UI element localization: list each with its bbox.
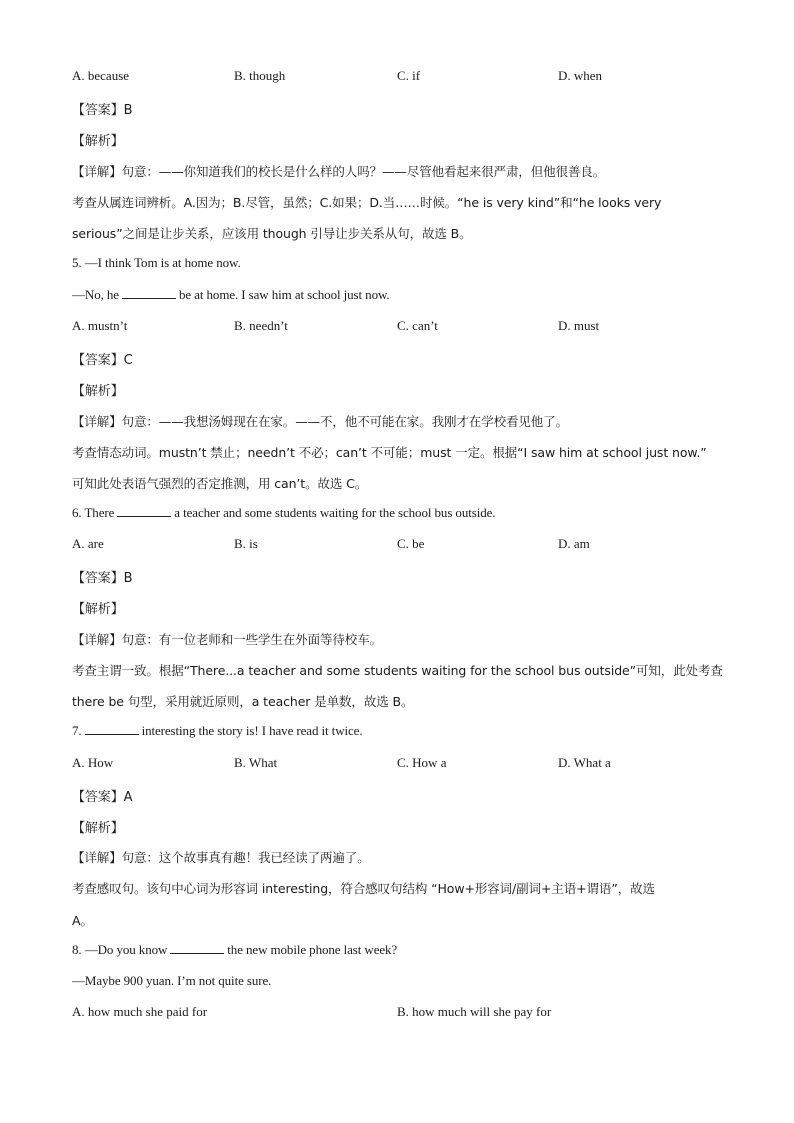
q5-stem: 5. —I think Tom is at home now.: [72, 255, 241, 270]
q6-option-d: D. am: [558, 536, 590, 551]
q4-explanation-line1: 考查从属连词辨析。A.因为；B.尽管，虽然；C.如果；D.当……时候。“he is very kind”和“he looks very: [72, 195, 662, 210]
q6-option-a: A. are: [72, 536, 104, 551]
q7-option-a: A. How: [72, 755, 114, 770]
q8-stem-part2: the new mobile phone last week?: [227, 942, 398, 957]
q8-option-b: B. how much will she pay for: [397, 1004, 552, 1019]
q6-analysis-heading: 【解析】: [72, 602, 124, 617]
q6-detail: 【详解】句意：有一位老师和一些学生在外面等待校车。: [72, 632, 383, 647]
q7-blank: [85, 724, 139, 735]
q5-response-part2: be at home. I saw him at school just now.: [178, 287, 390, 302]
q8-response: —Maybe 900 yuan. I’m not quite sure.: [72, 973, 272, 988]
q8-blank: [170, 943, 224, 954]
q5-response: [72, 287, 390, 303]
q8-stem-part1: 8. —Do you know: [72, 942, 168, 957]
q5-blank: [122, 288, 176, 299]
q7-stem-part2: interesting the story is! I have read it twice.: [141, 723, 363, 738]
q7-option-b: B. What: [234, 755, 278, 770]
q6-answer: 【答案】B: [72, 571, 133, 586]
q8-option-a: A. how much she paid for: [72, 1004, 208, 1019]
q6-explanation-line2: there be 句型，采用就近原则，a teacher 是单数，故选 B。: [72, 694, 414, 709]
q4-option-a: A. because: [72, 68, 130, 83]
q5-response-part1: —No, he: [72, 287, 119, 302]
q4-option-d: D. when: [558, 68, 603, 83]
q7-stem-part1: 7.: [72, 723, 82, 738]
q6-explanation-line1: 考查主谓一致。根据“There...a teacher and some students waiting for the school bus outside”可知，此处考查: [72, 663, 723, 678]
q7-detail: 【详解】句意：这个故事真有趣！我已经读了两遍了。: [72, 850, 370, 865]
q5-detail: 【详解】句意：——我想汤姆现在在家。——不，他不可能在家。我刚才在学校看见他了。: [72, 414, 569, 429]
q4-option-b: B. though: [234, 68, 286, 83]
q7-analysis-heading: 【解析】: [72, 821, 124, 836]
q5-explanation-line2: 可知此处表语气强烈的否定推测，用 can’t。故选 C。: [72, 476, 368, 491]
q6-option-b: B. is: [234, 536, 258, 551]
q7-explanation-line1: 考查感叹句。该句中心词为形容词 interesting，符合感叹句结构 “How+形容词/副词+主语+谓语”，故选: [72, 881, 655, 896]
q4-option-c: C. if: [397, 68, 421, 83]
q4-answer: 【答案】B: [72, 103, 133, 118]
q6-option-c: C. be: [397, 536, 425, 551]
q4-analysis-heading: 【解析】: [72, 134, 124, 149]
q8-stem: [72, 942, 397, 958]
q6-stem: [72, 505, 495, 521]
q5-option-b: B. needn’t: [234, 318, 288, 333]
q6-stem-part1: 6. There: [72, 505, 115, 520]
q5-option-c: C. can’t: [397, 318, 438, 333]
q5-explanation-line1: 考查情态动词。mustn’t 禁止；needn’t 不必；can’t 不可能；must 一定。根据“I saw him at school just now.”: [72, 445, 707, 460]
q4-explanation-line2: serious”之间是让步关系，应该用 though 引导让步关系从句，故选 B。: [72, 226, 472, 241]
q5-analysis-heading: 【解析】: [72, 384, 124, 399]
q7-option-c: C. How a: [397, 755, 447, 770]
q7-explanation-line2: A。: [72, 913, 93, 928]
q6-blank: [117, 506, 171, 517]
q7-option-d: D. What a: [558, 755, 611, 770]
q7-stem: [72, 723, 362, 739]
q5-option-a: A. mustn’t: [72, 318, 128, 333]
q4-detail: 【详解】句意：——你知道我们的校长是什么样的人吗？——尽管他看起来很严肃，但他很善良。: [72, 164, 606, 179]
q5-option-d: D. must: [558, 318, 600, 333]
q7-answer: 【答案】A: [72, 790, 133, 805]
q6-stem-part2: a teacher and some students waiting for the school bus outside.: [174, 505, 496, 520]
q5-answer: 【答案】C: [72, 353, 133, 368]
